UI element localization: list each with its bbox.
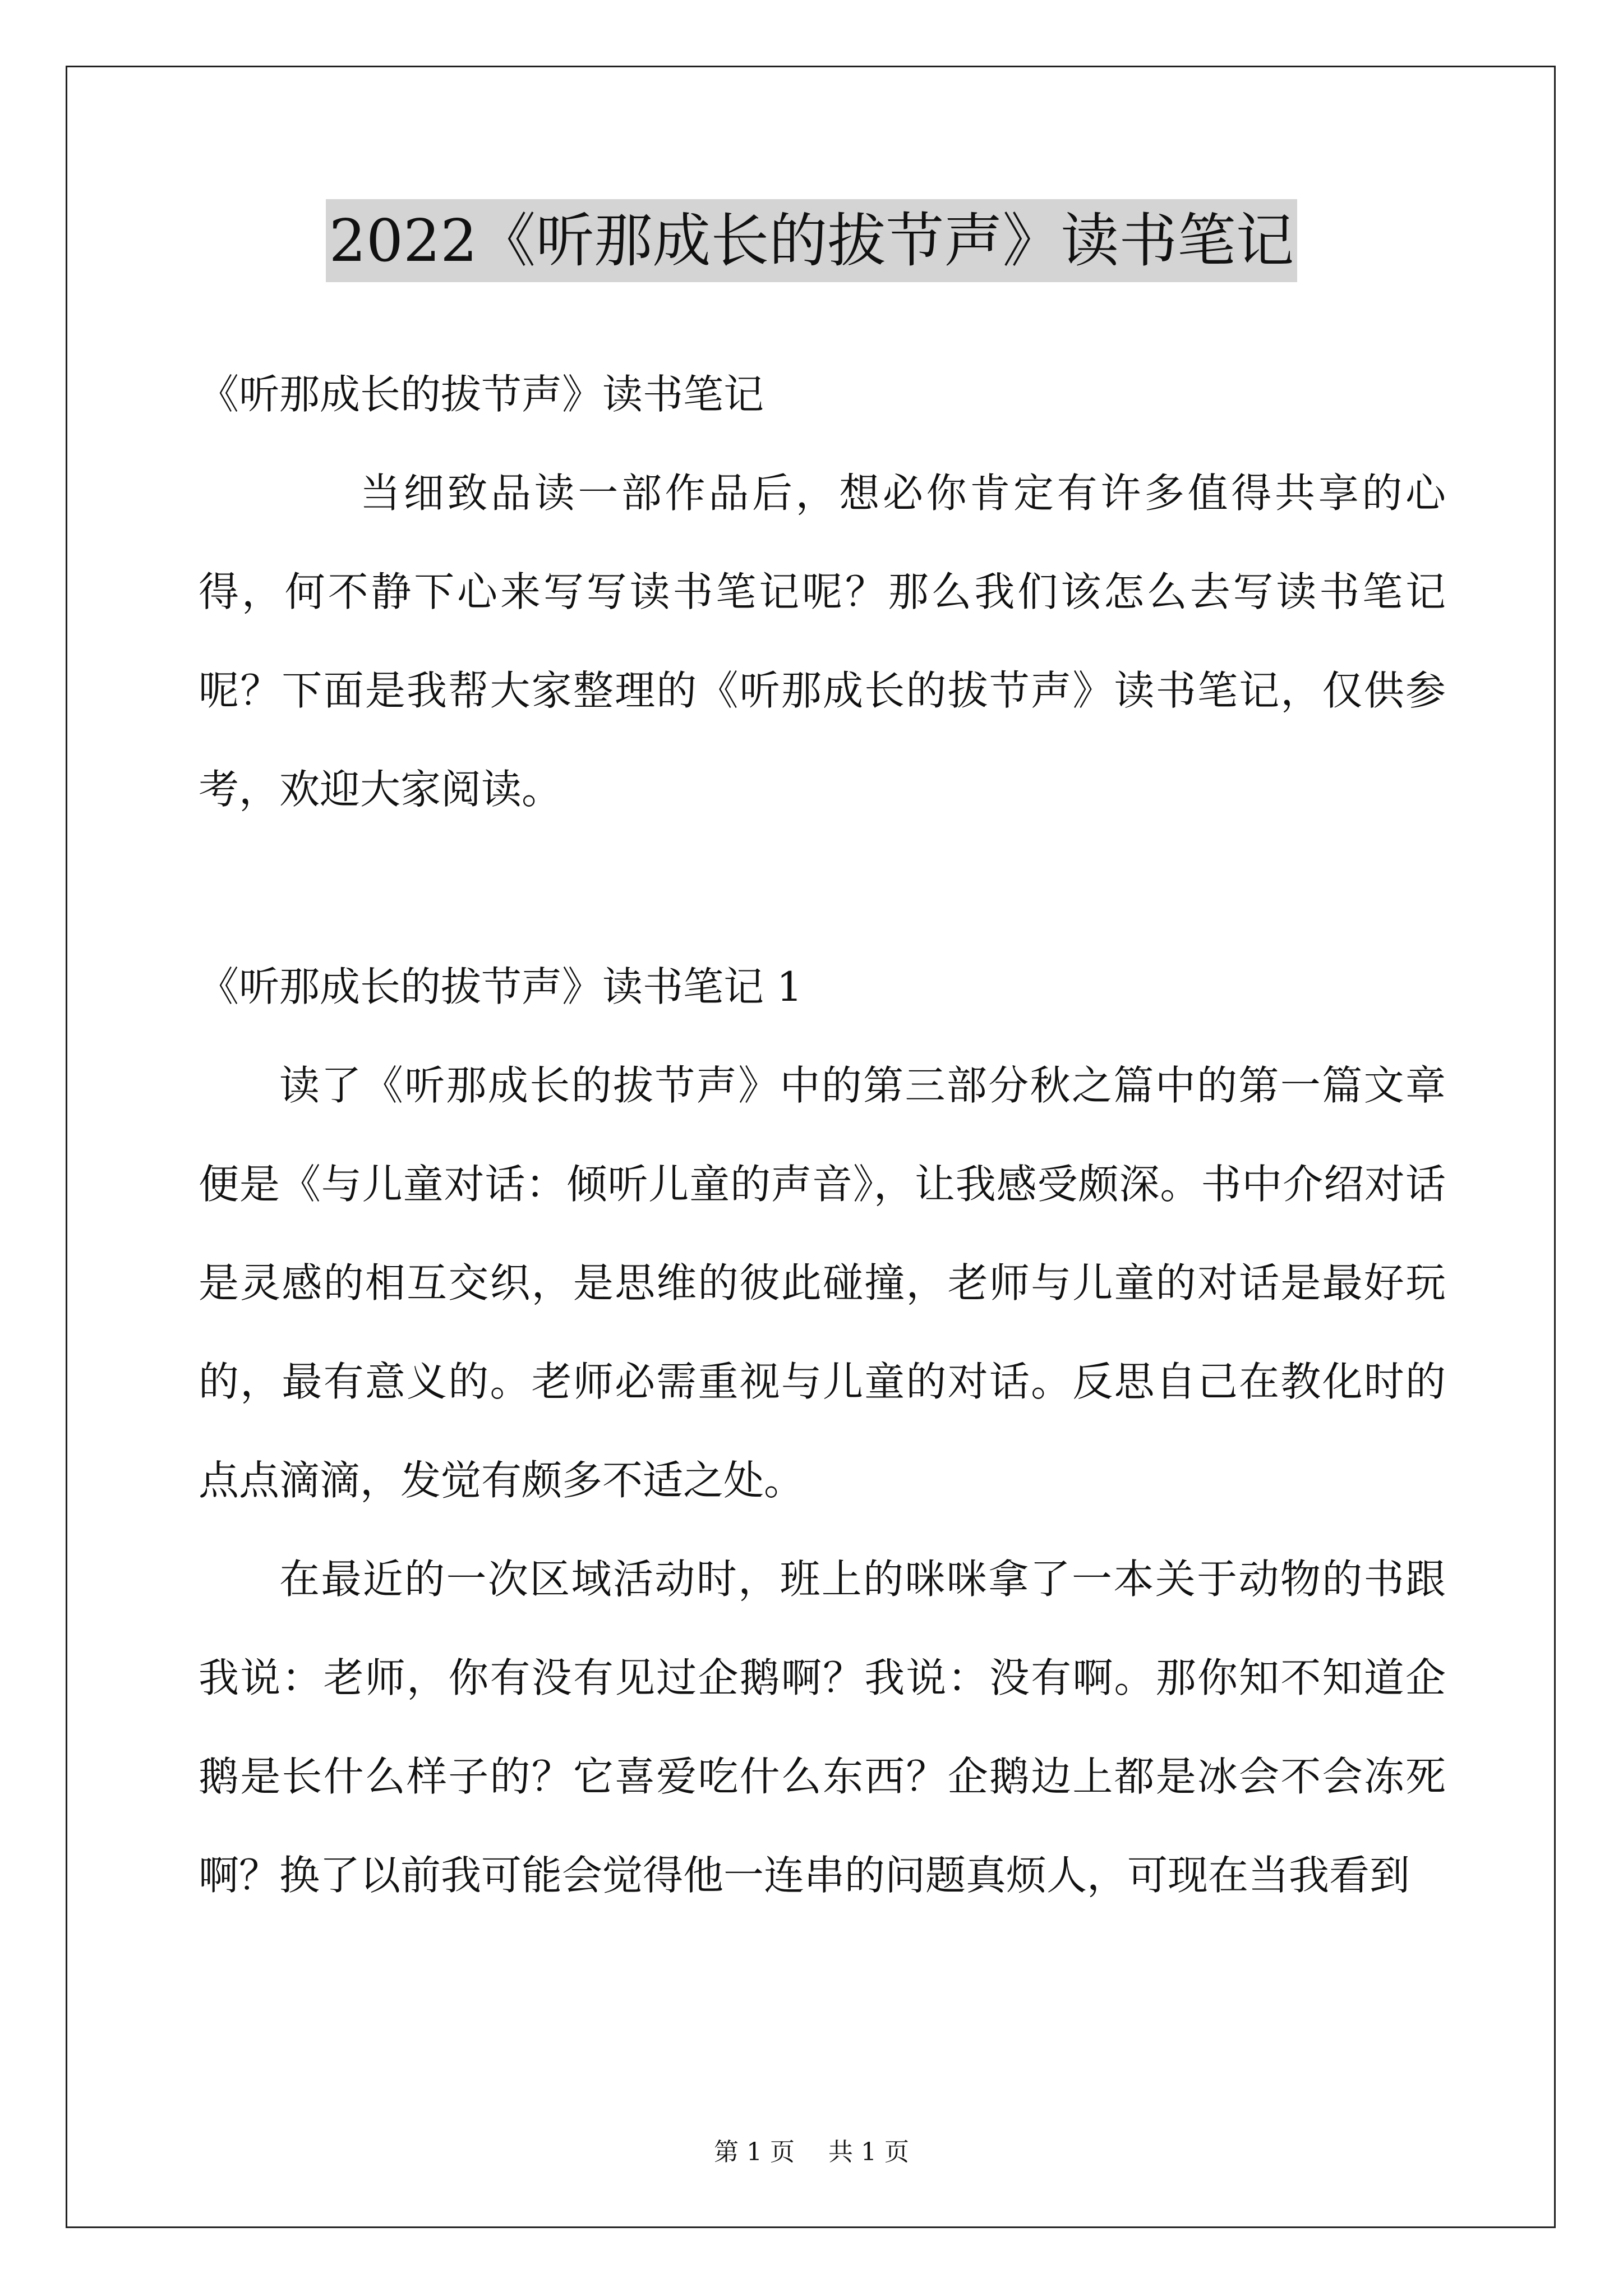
body-paragraph-1: 读了《听那成长的拔节声》中的第三部分秋之篇中的第一篇文章便是《与儿童对话：倾听儿童的声音》，让我感受颇深。书中介绍对话是灵感的相互交织，是思维的彼此碰撞，老师与儿童的对话是最好玩的，最有意义的。老师必需重视与儿童的对话。反思自己在教化时的点点滴滴，发觉有颇多不适之处。 — [199, 1062, 1446, 1504]
page-total: 共 1 页 — [828, 2138, 909, 2166]
section-heading: 《听那成长的拔节声》读书笔记 1 — [199, 963, 803, 1010]
document-subtitle: 《听那成长的拔节声》读书笔记 — [199, 371, 764, 418]
intro-paragraph: 当细致品读一部作品后，想必你肯定有许多值得共享的心得，何不静下心来写写读书笔记呢？那么我们该怎么去写读书笔记呢？下面是我帮大家整理的《听那成长的拔节声》读书笔记，仅供参考，欢迎大家阅读。 — [199, 470, 1446, 813]
body-paragraph-2: 在最近的一次区域活动时，班上的咪咪拿了一本关于动物的书跟我说：老师，你有没有见过企鹅啊？我说：没有啊。那你知不知道企鹅是长什么样子的？它喜爱吃什么东西？企鹅边上都是冰会不会冻死啊？换了以前我可能会觉得他一连串的问题真烦人，可现在当我看到 — [199, 1556, 1446, 1899]
page-footer — [0, 2132, 1623, 2168]
document-title: 2022《听那成长的拔节声》读书笔记 — [326, 199, 1298, 282]
title-container — [0, 199, 1623, 282]
document-body — [199, 345, 1446, 1925]
page-number: 第 1 页 — [714, 2138, 795, 2166]
section-spacer — [199, 839, 1446, 937]
